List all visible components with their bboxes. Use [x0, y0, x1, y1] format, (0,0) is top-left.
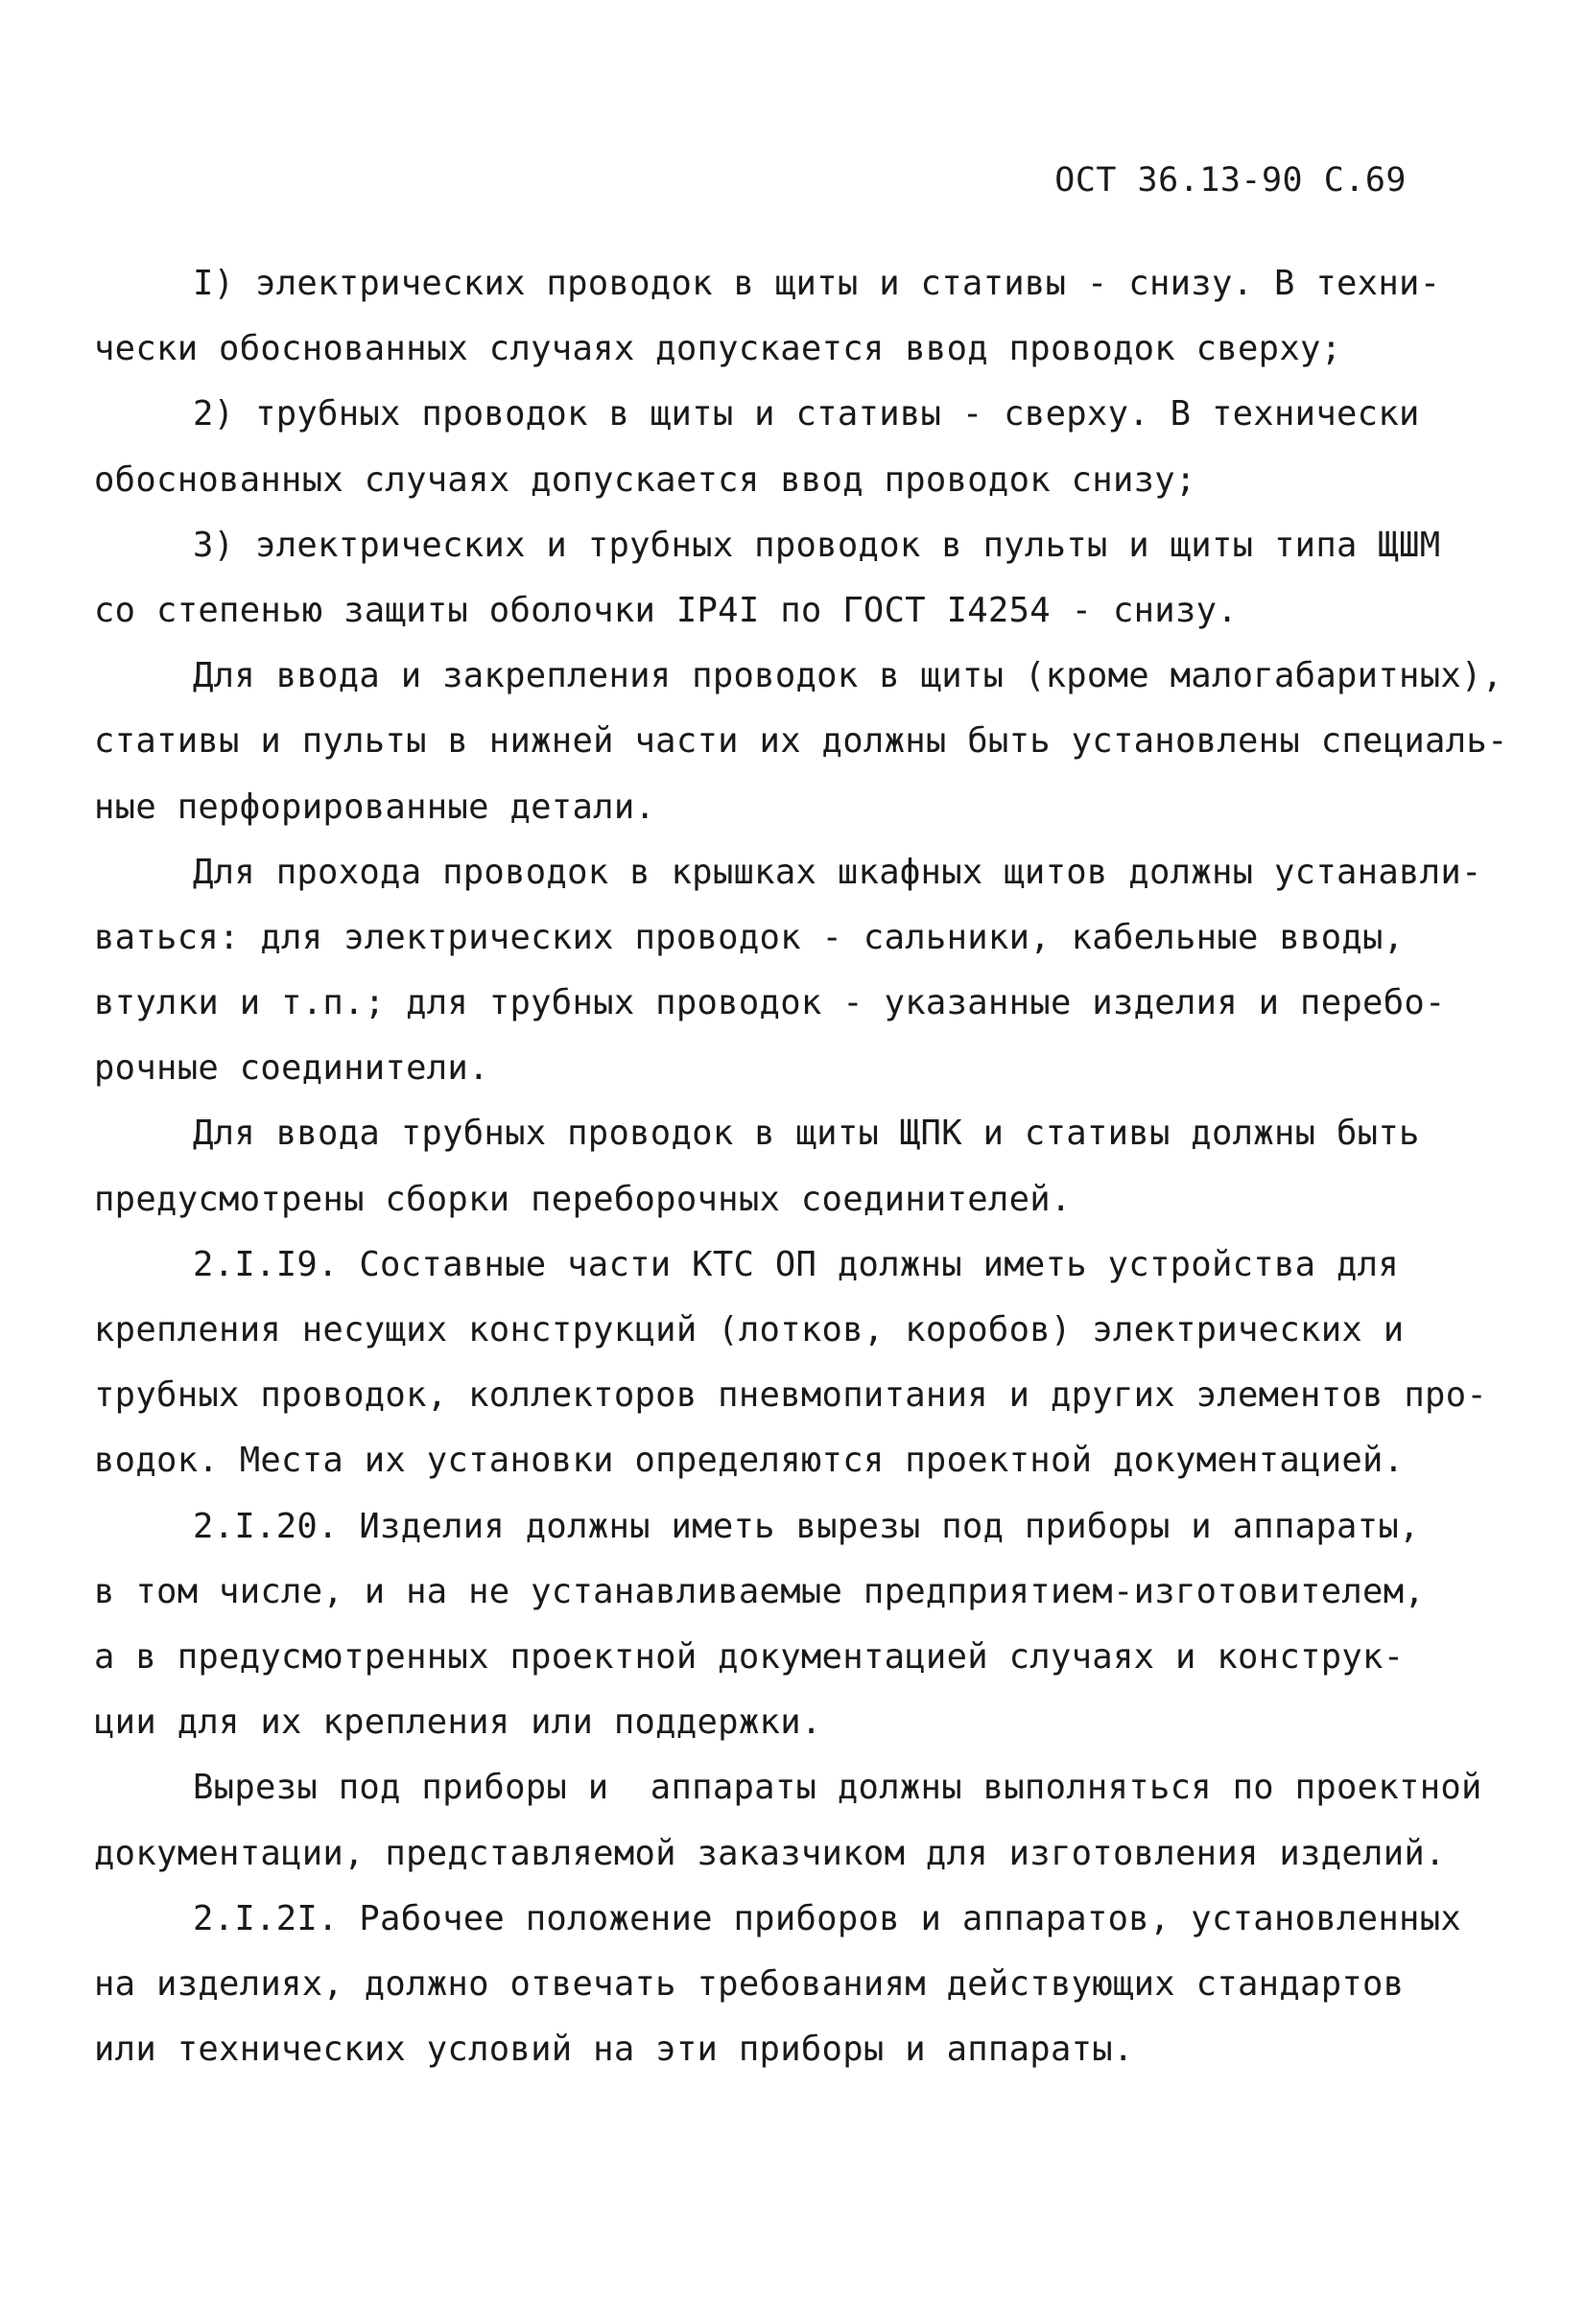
- text-line: со степенью защиты оболочки IP4I по ГОСТ I4254 - снизу.: [94, 590, 1239, 630]
- text-line: Для ввода трубных проводок в щиты ЩПК и стативы должны быть: [193, 1114, 1420, 1154]
- text-line: документации, представляемой заказчиком для изготовления изделий.: [94, 1833, 1446, 1873]
- text-line: I) электрических проводок в щиты и стативы - снизу. В техни-: [193, 264, 1441, 303]
- text-line: 2.I.2I. Рабочее положение приборов и аппаратов, установленных: [193, 1898, 1462, 1938]
- text-line: 3) электрических и трубных проводок в пульты и щиты типа ЩШМ: [193, 525, 1441, 565]
- page-header: ОСТ 36.13-90 С.69: [1054, 161, 1407, 200]
- text-line: 2.I.20. Изделия должны иметь вырезы под приборы и аппараты,: [193, 1506, 1420, 1546]
- text-line: рочные соединители.: [94, 1048, 489, 1089]
- text-line: на изделиях, должно отвечать требованиям действующих стандартов: [94, 1963, 1405, 2004]
- text-line: втулки и т.п.; для трубных проводок - указанные изделия и перебо-: [94, 983, 1446, 1023]
- text-line: крепления несущих конструкций (лотков, коробов) электрических и: [94, 1310, 1405, 1350]
- text-line: стативы и пульты в нижней части их должны быть установлены специаль-: [94, 721, 1508, 762]
- document-body: [94, 251, 1508, 2082]
- text-line: 2) трубных проводок в щиты и стативы - сверху. В технически: [193, 394, 1420, 434]
- text-line: Для ввода и закрепления проводок в щиты (кроме малогабаритных),: [193, 656, 1503, 696]
- text-line: в том числе, и на не устанавливаемые предприятием-изготовителем,: [94, 1571, 1426, 1611]
- text-line: Вырезы под приборы и аппараты должны выполняться по проектной: [193, 1768, 1482, 1808]
- text-line: предусмотрены сборки переборочных соединителей.: [94, 1179, 1072, 1219]
- text-line: ции для их крепления или поддержки.: [94, 1702, 822, 1743]
- text-line: ваться: для электрических проводок - сальники, кабельные вводы,: [94, 917, 1405, 957]
- text-line: обоснованных случаях допускается ввод проводок снизу;: [94, 459, 1196, 500]
- text-line: или технических условий на эти приборы и аппараты.: [94, 2030, 1134, 2070]
- text-line: 2.I.I9. Составные части КТС ОП должны иметь устройства для: [193, 1244, 1400, 1284]
- text-line: чески обоснованных случаях допускается ввод проводок сверху;: [94, 329, 1342, 369]
- text-line: Для прохода проводок в крышках шкафных щитов должны устанавли-: [193, 852, 1482, 892]
- text-line: ные перфорированные детали.: [94, 786, 656, 827]
- text-line: водок. Места их установки определяются проектной документацией.: [94, 1441, 1405, 1481]
- text-line: а в предусмотренных проектной документацией случаях и конструк-: [94, 1636, 1405, 1677]
- text-line: трубных проводок, коллекторов пневмопитания и других элементов про-: [94, 1375, 1488, 1416]
